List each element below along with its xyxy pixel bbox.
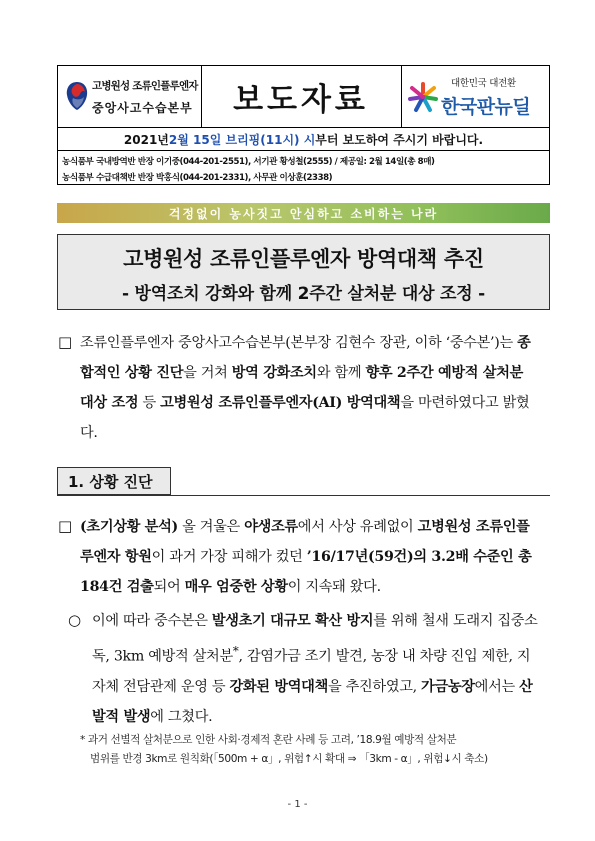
text-run: 에서 사상 유례없이	[297, 519, 418, 535]
bold-run: ’16/17년(59건)의 3.2배 수준인 총 184건 검출	[80, 549, 532, 595]
bold-run: (초기상황 분석)	[80, 519, 178, 535]
bold-run: 고병원성 조류인플루엔자(AI) 방역대책	[160, 395, 401, 411]
bold-run: 향후 2주간 예방적 살처분 대상 조정	[80, 365, 524, 411]
brand-logo-cell	[401, 66, 549, 127]
contact-line-2: 농식품부 수급대책반 반장 박홍식(044-201-2331), 사무관 이상훈(2338)	[62, 173, 333, 183]
bold-run: 야생조류	[244, 519, 298, 535]
release-date: 2월 15일 브리핑(11시) 시	[168, 132, 316, 147]
text-run: 을 추진하였고,	[327, 678, 422, 695]
bold-run: 산발적 발생	[92, 678, 533, 725]
text-run: 이 과거 가장 피해가 컸던	[151, 549, 307, 565]
text-run: 등	[138, 395, 161, 411]
text-run: 와 함께	[316, 365, 366, 381]
text-run: 되어	[153, 579, 185, 595]
text-run: 이에 따라 중수본은	[92, 613, 212, 629]
footnote	[80, 731, 550, 769]
bold-run: 매우 엄중한 상황	[184, 579, 288, 595]
document-title: 보도자료	[201, 66, 402, 127]
situation-paragraph	[80, 512, 538, 602]
footnote-line-2: 범위를 반경 3km로 원칙화(「500m + α」, 위험↑시 확대 ⇒ 「3km - α」, 위험↓시 축소)	[90, 753, 488, 765]
section-heading: 1. 상황 진단	[57, 467, 171, 495]
bold-run: 종합적인 상황 진단	[80, 335, 531, 381]
circle-bullet-icon: ○	[68, 611, 82, 629]
slogan-banner: 걱정없이 농사짓고 안심하고 소비하는 나라	[57, 203, 550, 223]
release-year: 2021년	[123, 132, 169, 147]
footnote-line-1: * 과거 선별적 살처분으로 인한 사회·경제적 혼란 사례 등 고려, ’18.9월 예방적 살처분	[80, 734, 457, 746]
text-run: 를 위해 철새 도래지 집중소독, 3km 예방적 살처분	[92, 613, 538, 665]
release-notice	[58, 128, 549, 151]
organization-cell	[58, 66, 202, 127]
sub-headline: - 방역조치 강화와 함께 2주간 살처분 대상 조정 -	[121, 284, 486, 304]
brand-tagline: 대한민국 대전환	[451, 78, 516, 89]
korean-new-deal-logo-icon	[407, 81, 439, 113]
measures-paragraph	[92, 606, 538, 732]
text-run: , 감염가금 조기 발견, 농장 내 차량 진입 제한, 지자체 전담관제 운영 등	[92, 648, 531, 695]
text-run: 을 마련하였다고 밝혔다.	[80, 395, 530, 441]
org-name-line2: 중앙사고수습본부	[92, 101, 193, 115]
section-divider	[57, 495, 550, 496]
press-header	[57, 65, 550, 185]
lead-paragraph	[80, 328, 538, 448]
org-name-line1: 고병원성 조류인플루엔자	[92, 80, 198, 92]
square-bullet-icon: □	[58, 517, 73, 535]
release-instruction: 부터 보도하여 주시기 바랍니다.	[315, 132, 484, 147]
header-top-row	[58, 66, 549, 128]
bold-run: 방역 강화조치	[231, 365, 317, 381]
contact-line-1: 농식품부 국내방역반 반장 이기중(044-201-2551), 서기관 황성철(2555) / 제공일: 2월 14일(총 8매)	[62, 157, 435, 167]
bold-run: 가금농장	[421, 678, 475, 695]
bold-run: 강화된 방역대책	[229, 678, 328, 695]
bold-run: 고병원성 조류인플루엔자 항원	[80, 519, 530, 565]
brand-name: 한국판뉴딜	[441, 96, 531, 118]
text-run: 을 거쳐	[183, 365, 232, 381]
text-run: 조류인플루엔자 중앙사고수습본부(본부장 김현수 장관, 이하 ‘중수본’)는	[80, 335, 518, 351]
main-headline: 고병원성 조류인플루엔자 방역대책 추진	[123, 247, 484, 271]
footnote-marker: *	[232, 644, 239, 658]
square-bullet-icon: □	[58, 333, 73, 351]
text-run: 에서는	[474, 678, 520, 695]
text-run: 올 겨울은	[177, 519, 245, 535]
bold-run: 발생초기 대규모 확산 방지	[211, 613, 374, 629]
text-run: 이 지속돼 왔다.	[287, 579, 381, 595]
headline-box	[57, 234, 550, 310]
government-emblem-icon	[64, 80, 90, 112]
page-number: - 1 -	[287, 799, 308, 810]
text-run: 에 그쳤다.	[150, 708, 213, 725]
